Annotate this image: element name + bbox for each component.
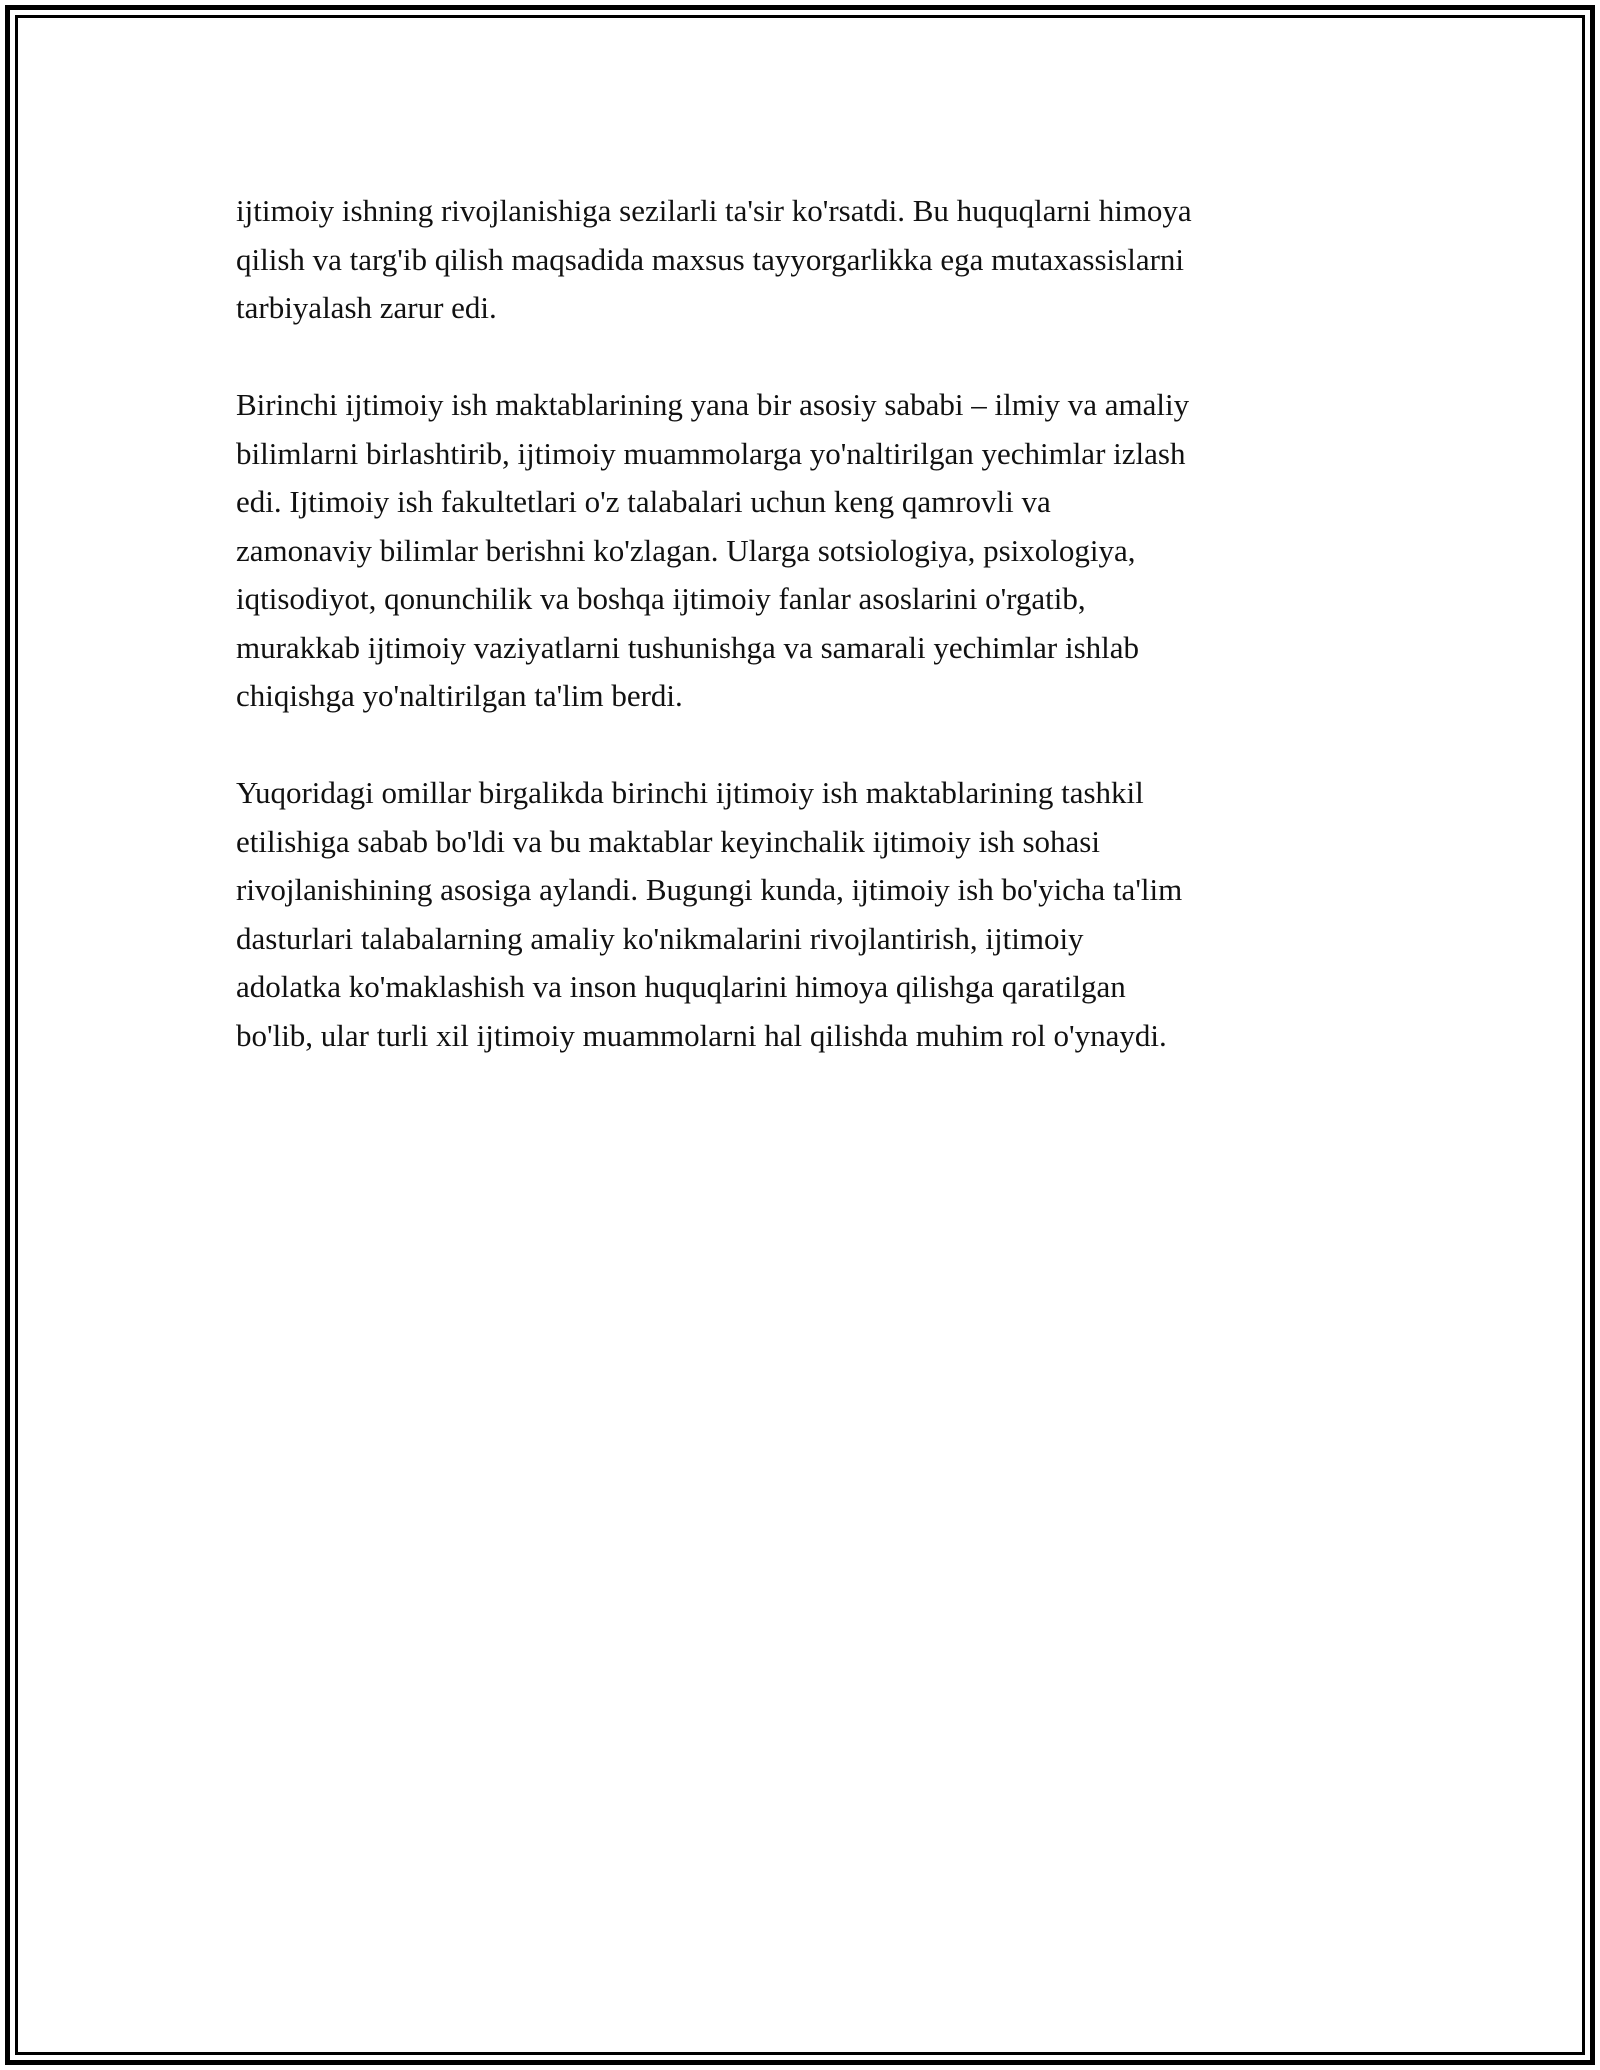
text-line: dasturlari talabalarning amaliy ko'nikmalarini rivojlantirish, ijtimoiy: [236, 920, 1084, 956]
text-line: adolatka ko'maklashish va inson huquqlarini himoya qilishga qaratilgan: [236, 969, 1126, 1004]
text-line: tarbiyalash zarur edi.: [236, 290, 497, 325]
text-line: qilish va targ'ib qilish maqsadida maxsus tayyorgarlikka ega mutaxassislarni: [236, 241, 1185, 277]
paragraph-2: [236, 381, 1386, 721]
text-line: bilimlarni birlashtirib, ijtimoiy muammolarga yo'naltirilgan yechimlar izlash: [236, 435, 1186, 471]
text-line: edi. Ijtimoiy ish fakultetlari o'z talabalari uchun keng qamrovli va: [236, 484, 1051, 519]
text-line: Yuqoridagi omillar birgalikda birinchi ijtimoiy ish maktablarining tashkil: [236, 775, 1144, 810]
paragraph-1: [236, 187, 1386, 333]
text-line: bo'lib, ular turli xil ijtimoiy muammolarni hal qilishda muhim rol o'ynaydi.: [236, 1017, 1167, 1053]
text-line: murakkab ijtimoiy vaziyatlarni tushunishga va samarali yechimlar ishlab: [236, 629, 1140, 665]
paragraph-3: [236, 769, 1386, 1060]
text-line: chiqishga yo'naltirilgan ta'lim berdi.: [236, 678, 683, 713]
text-line: rivojlanishining asosiga aylandi. Bugungi kunda, ijtimoiy ish bo'yicha ta'lim: [236, 872, 1183, 907]
text-line: etilishiga sabab bo'ldi va bu maktablar keyinchalik ijtimoiy ish sohasi: [236, 823, 1100, 859]
text-line: ijtimoiy ishning rivojlanishiga sezilarli ta'sir ko'rsatdi. Bu huquqlarni himoya: [236, 193, 1192, 228]
text-line: iqtisodiyot, qonunchilik va boshqa ijtimoiy fanlar asoslarini o'rgatib,: [236, 581, 1086, 616]
document-body: [236, 187, 1386, 1109]
text-line: zamonaviy bilimlar berishni ko'zlagan. Ularga sotsiologiya, psixologiya,: [236, 532, 1136, 568]
text-line: Birinchi ijtimoiy ish maktablarining yana bir asosiy sababi – ilmiy va amaliy: [236, 387, 1190, 422]
